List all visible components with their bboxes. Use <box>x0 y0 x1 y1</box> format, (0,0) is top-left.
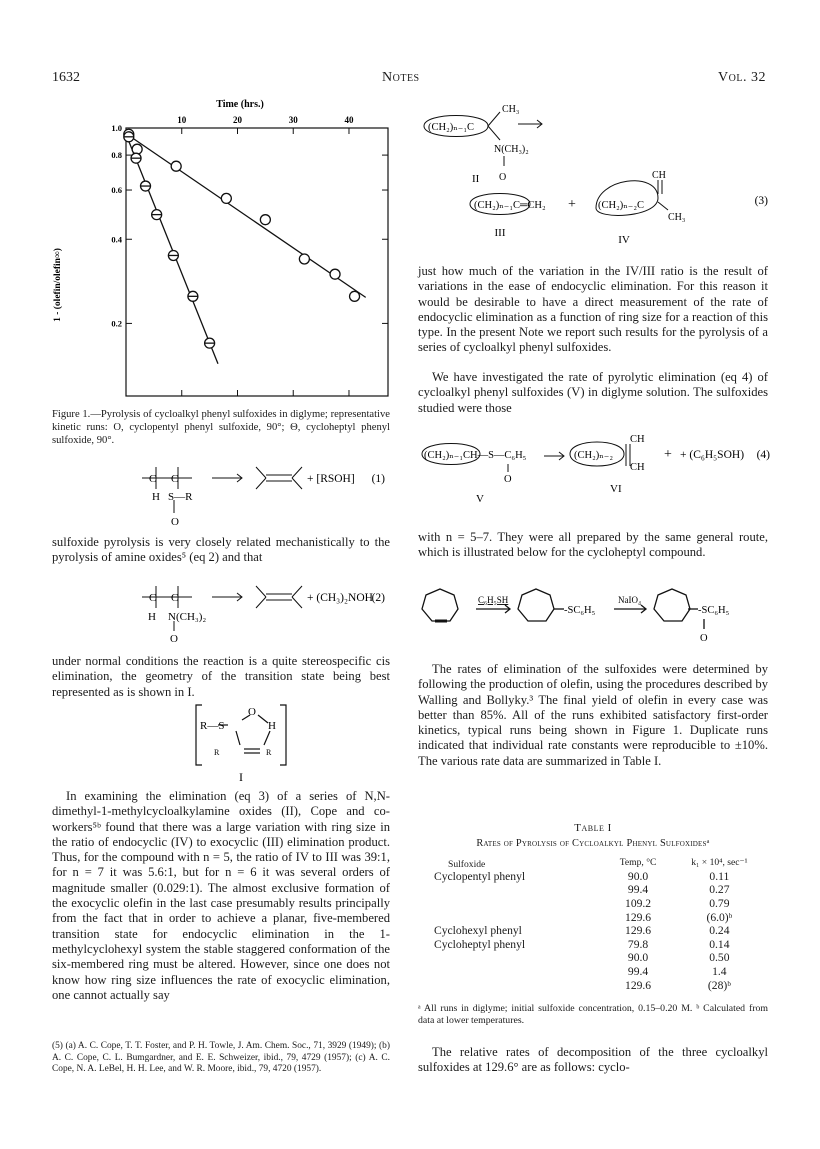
x-tick-label: 20 <box>232 115 242 125</box>
fit-lines <box>126 134 366 364</box>
svg-text:(CH₂)ₙ₋₁C: (CH₂)ₙ₋₁C <box>428 122 474 133</box>
svg-text:+: + <box>664 447 672 462</box>
synthesis-group-2: -SC₆H₅ <box>698 605 730 616</box>
cell-k: (6.0)ᵇ <box>706 910 733 924</box>
data-point <box>330 269 340 279</box>
paragraph-left-2: under normal conditions the reaction is a quite stereospecific cis elimination, the geometry of the transition state being best represented as is shown in I. <box>52 654 390 699</box>
cell-k: (28)ᵇ <box>707 978 731 992</box>
svg-text:CH: CH <box>652 170 666 181</box>
svg-text:C: C <box>149 473 157 485</box>
paragraph-right-2: We have investigated the rate of pyrolytic elimination (eq 4) of cycloalkyl phenyl sulfoxides (V) in diglyme solution. The sulfoxides studied were those <box>418 370 768 415</box>
cell-k: 0.24 <box>709 924 730 938</box>
data-point <box>260 215 270 225</box>
svg-text:(CH₂)ₙ₋₂: (CH₂)ₙ₋₂ <box>574 450 613 461</box>
eq3-number: (3) <box>754 195 768 207</box>
x-tick-label: 30 <box>288 115 298 125</box>
page-number: 1632 <box>52 70 80 85</box>
cell-k: 1.4 <box>712 965 727 979</box>
cell-k: 0.14 <box>709 937 730 951</box>
svg-text:C: C <box>171 473 179 485</box>
svg-text:O: O <box>700 633 708 644</box>
paragraph-right-3: with n = 5–7. They were all prepared by the same general route, which is illustrated below for the cycloheptyl compound. <box>418 530 768 560</box>
cell-k: 0.50 <box>709 951 730 965</box>
equation-1 <box>52 453 392 528</box>
eq2-product: + (CH₃)₂NOH <box>307 592 373 604</box>
figure-caption: Figure 1.—Pyrolysis of cycloalkyl phenyl sulfoxides in diglyme; representative kinetic runs: O, cyclopentyl phenyl sulfoxide, 90°; Θ, cycloheptyl phenyl sulfoxide, 90°. <box>52 409 390 446</box>
svg-text:R—S: R—S <box>200 720 225 732</box>
eq1-number: (1) <box>371 473 385 485</box>
table-row <box>430 978 760 992</box>
cell-temp: 129.6 <box>625 978 652 992</box>
svg-text:S—R: S—R <box>168 491 193 503</box>
data-point <box>188 291 198 301</box>
svg-text:CH₃: CH₃ <box>502 104 520 115</box>
cell-sulfoxide: Cyclopentyl phenyl <box>434 869 526 883</box>
equation-4 <box>418 424 778 514</box>
table-row <box>430 924 760 938</box>
cell-sulfoxide <box>430 897 597 911</box>
data-point <box>152 210 162 220</box>
data-point-circle <box>260 215 270 225</box>
col-header-sulfoxide: Sulfoxide <box>448 858 486 870</box>
cell-temp: 79.8 <box>627 937 649 951</box>
chart-ylabel: 1 - (olefin/olefin∞) <box>53 248 63 322</box>
synthesis-group-1: -SC₆H₅ <box>564 605 596 616</box>
cell-temp: 90.0 <box>627 951 649 965</box>
table-row <box>430 870 760 884</box>
figure-1-chart <box>40 95 400 405</box>
eq4-label-VI: VI <box>610 483 622 495</box>
cell-sulfoxide <box>430 883 597 897</box>
eq3-label-III: III <box>494 227 506 239</box>
svg-text:O: O <box>248 706 256 718</box>
table-row <box>430 883 760 897</box>
eq2-number: (2) <box>371 592 385 604</box>
cell-temp: 99.4 <box>627 965 649 979</box>
table-footnote: ᵃ All runs in diglyme; initial sulfoxide concentration, 0.15–0.20 M. ᵇ Calculated from data at lower temperatures. <box>418 1003 768 1026</box>
data-point <box>205 338 215 348</box>
svg-text:H: H <box>152 491 160 503</box>
y-tick-label: 0.8 <box>111 150 122 161</box>
cell-sulfoxide <box>430 951 597 965</box>
footnote-5: (5) (a) A. C. Cope, T. T. Foster, and P. H. Towle, J. Am. Chem. Soc., 71, 3929 (1949); (b) A. C. Cope, C. L. Bumgardner, and E. E. Schweizer, ibid., 79, 4729 (1957); (c) A. C. Cope, N. A. LeBel, H. H. Lee, and W. R. Moore, ibid., 79, 4720 (1957). <box>52 1041 390 1074</box>
structure-I <box>190 703 300 785</box>
cell-k: 0.79 <box>709 897 730 911</box>
svg-text:N(CH₃)₂: N(CH₃)₂ <box>494 144 529 155</box>
x-tick-label: 10 <box>177 115 187 125</box>
table-body <box>430 870 760 992</box>
table-row <box>430 965 760 979</box>
x-ticks <box>177 115 354 396</box>
cell-temp: 109.2 <box>625 897 652 911</box>
eq3-label-II: II <box>472 173 480 185</box>
data-point-circle <box>330 269 340 279</box>
svg-text:H: H <box>148 611 156 623</box>
plot-frame <box>126 128 388 396</box>
cell-k: 0.11 <box>709 869 730 883</box>
svg-text:O: O <box>499 172 507 183</box>
table-label: Table I <box>574 822 612 834</box>
data-point <box>171 161 181 171</box>
paragraph-left-1: sulfoxide pyrolysis is very closely related mechanistically to the pyrolysis of amine oxides⁵ (eq 2) and that <box>52 535 390 565</box>
structure-I-label: I <box>239 770 243 784</box>
data-point <box>299 254 309 264</box>
col-header-k: k₁ × 10⁴, sec⁻¹ <box>691 857 748 869</box>
data-point-circle <box>171 161 181 171</box>
table-row <box>430 951 760 965</box>
chart-title: Time (hrs.) <box>216 99 264 110</box>
svg-text:N(CH₃)₂: N(CH₃)₂ <box>168 611 207 623</box>
table-row <box>430 910 760 924</box>
col-header-temp: Temp, °C <box>619 857 657 869</box>
table-I <box>430 856 760 992</box>
svg-text:C: C <box>149 592 157 604</box>
paragraph-right-4: The rates of elimination of the sulfoxides were determined by following the production of olefin, using the procedures described by Walling and Bollyky.³ The final yield of olefin in every case was better than 85%. All of the runs exhibited satisfactory first-order kinetics, typical runs being shown in Figure 1. Duplicate runs indicated that individual rate constants were reproducible to ±10%. The various rate data are summarized in Table I. <box>418 662 768 768</box>
svg-text:+: + <box>568 197 576 212</box>
svg-text:H: H <box>268 720 276 732</box>
y-tick-label: 1.0 <box>111 123 122 133</box>
svg-text:O: O <box>170 633 178 645</box>
data-point <box>350 291 360 301</box>
synthesis-reagent-1: C₆H₅SH <box>478 595 509 605</box>
cell-temp: 99.4 <box>627 883 649 897</box>
data-points <box>124 129 360 348</box>
cell-temp: 129.6 <box>625 924 652 938</box>
eq4-number: (4) <box>756 449 770 461</box>
running-head: Notes <box>382 70 420 85</box>
paragraph-left-3: In examining the elimination (eq 3) of a series of N,N-dimethyl-1-methylcycloalkylamine oxides (II), Cope and co-workers⁵ᵇ found that there was a large variation with ring size in the ratio of endocyclic (IV) to exocyclic (III) elimination product. Thus, for the compound with n = 5, the ratio of IV to III was 39:1, for n = 7 it was 5.6:1, but for n = 6 it was several orders of magnitude smaller (0.029:1). The almost exclusive formation of the exocyclic olefin in the last case presumably results principally from the fact that in order to achieve a planar, five-membered transition state for endocyclic elimination in the 1-methylcyclohexyl system the stable staggered conformation of the six-membered ring must be altered. However, since one does not know how ring size influences the rate of exocyclic elimination, one cannot actually say <box>52 789 390 1002</box>
data-point-circle <box>350 291 360 301</box>
cell-sulfoxide <box>430 910 597 924</box>
svg-text:R: R <box>266 748 272 757</box>
svg-text:O: O <box>504 474 512 485</box>
paragraph-right-5: The relative rates of decomposition of the three cycloalkyl sulfoxides at 129.6° are as follows: cyclo- <box>418 1045 768 1075</box>
cell-k: 0.27 <box>709 883 730 897</box>
eq1-product: + [RSOH] <box>307 473 355 485</box>
eq4-label-V: V <box>476 493 484 505</box>
data-point <box>131 153 141 163</box>
data-point <box>141 181 151 191</box>
data-point <box>221 193 231 203</box>
volume-label: Vol. 32 <box>718 70 766 85</box>
equation-2 <box>52 575 392 645</box>
paragraph-right-1: just how much of the variation in the IV/III ratio is the result of variations in the ease of endocyclic elimination. For this reason it would be desirable to have a direct measurement of the rate of endocyclic elimination as a function of ring size for a reaction of this type. In the present Note we report such results for the pyrolysis of a series of cycloalkyl phenyl sulfoxides. <box>418 264 768 355</box>
svg-text:C: C <box>171 592 179 604</box>
svg-text:(CH₂)ₙ₋₁CH—S—C₆H₅: (CH₂)ₙ₋₁CH—S—C₆H₅ <box>424 450 527 461</box>
cell-sulfoxide <box>430 965 597 979</box>
data-point-circle <box>221 193 231 203</box>
cell-sulfoxide: Cyclohexyl phenyl <box>434 924 522 938</box>
cell-temp: 129.6 <box>625 910 652 924</box>
svg-text:R: R <box>214 748 220 757</box>
y-tick-label: 0.6 <box>111 185 122 196</box>
svg-text:CH: CH <box>630 462 645 473</box>
x-tick-label: 40 <box>344 115 354 125</box>
data-point-circle <box>299 254 309 264</box>
equation-3 <box>418 98 778 258</box>
svg-text:CH: CH <box>630 434 645 445</box>
eq4-product: + (C₆H₅SOH) <box>680 449 745 461</box>
table-row <box>430 897 760 911</box>
synthesis-scheme <box>418 583 778 645</box>
cell-sulfoxide: Cycloheptyl phenyl <box>434 937 526 951</box>
svg-text:CH₃: CH₃ <box>668 212 686 223</box>
svg-text:(CH₂)ₙ₋₁C═CH₂: (CH₂)ₙ₋₁C═CH₂ <box>474 200 546 211</box>
data-point <box>124 132 134 142</box>
cell-temp: 90.0 <box>627 869 649 883</box>
eq3-label-IV: IV <box>618 234 630 246</box>
cell-sulfoxide <box>430 978 597 992</box>
table-title: Rates of Pyrolysis of Cycloalkyl Phenyl Sulfoxidesᵃ <box>476 838 710 849</box>
data-point <box>168 250 178 260</box>
svg-text:O: O <box>171 516 179 528</box>
y-ticks <box>111 123 388 328</box>
svg-text:(CH₂)ₙ₋₂C: (CH₂)ₙ₋₂C <box>598 200 644 211</box>
table-row <box>430 938 760 952</box>
y-tick-label: 0.2 <box>111 318 122 329</box>
synthesis-reagent-2: NaIO₄ <box>618 595 642 605</box>
y-tick-label: 0.4 <box>111 234 122 245</box>
